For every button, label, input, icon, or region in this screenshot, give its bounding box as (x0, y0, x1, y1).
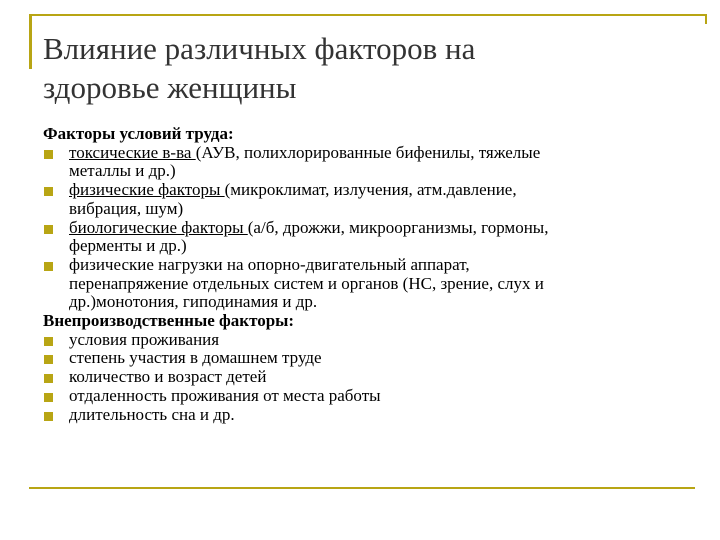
accent-rule-vertical (29, 14, 32, 69)
list-item (43, 256, 693, 312)
item-line: физические нагрузки на опорно-двигательный аппарат, (69, 254, 470, 274)
item-detail: (АУВ, полихлорированные бифенилы, тяжелые (195, 142, 541, 162)
square-bullet-icon (44, 374, 53, 383)
square-bullet-icon (44, 412, 53, 421)
title-line-2: здоровье женщины (43, 70, 297, 105)
item-detail: (микроклимат, излучения, атм.давление, (224, 180, 517, 200)
square-bullet-icon (44, 337, 53, 346)
item-term: токсические в-ва (69, 142, 196, 162)
accent-rule-top (29, 14, 707, 16)
square-bullet-icon (44, 187, 53, 196)
item-line: металлы и др.) (69, 161, 176, 181)
accent-rule-right-tick (705, 14, 707, 24)
square-bullet-icon (44, 262, 53, 271)
item-line (69, 181, 693, 200)
item-line: отдаленность проживания от места работы (69, 385, 381, 405)
square-bullet-icon (44, 225, 53, 234)
square-bullet-icon (44, 355, 53, 364)
item-detail: (а/б, дрожжи, микроорганизмы, гормоны, (247, 217, 549, 237)
item-line: вибрация, шум) (69, 198, 184, 218)
list-item (43, 331, 693, 350)
item-line: длительность сна и др. (69, 404, 235, 424)
list-item (43, 181, 693, 218)
item-term: биологические факторы (69, 217, 248, 237)
item-line (69, 219, 693, 238)
item-line: степень участия в домашнем труде (69, 348, 322, 368)
title-line-1: Влияние различных факторов на (43, 31, 476, 66)
slide-body (43, 125, 693, 424)
item-term: физические факторы (69, 180, 225, 200)
item-line (69, 144, 693, 163)
item-line: перенапряжение отдельных систем и органов (НС, зрение, слух и (69, 273, 544, 293)
list-item (43, 219, 693, 256)
list-item (43, 406, 693, 425)
item-line: условия проживания (69, 329, 220, 349)
square-bullet-icon (44, 393, 53, 402)
item-line: количество и возраст детей (69, 367, 267, 387)
slide-title (43, 29, 683, 107)
section-heading-work: Факторы условий труда: (43, 124, 234, 143)
list-item (43, 368, 693, 387)
list-item (43, 387, 693, 406)
item-line: др.)монотония, гиподинамия и др. (69, 292, 318, 312)
accent-rule-bottom (29, 487, 695, 489)
square-bullet-icon (44, 150, 53, 159)
list-item (43, 144, 693, 181)
list-item (43, 349, 693, 368)
section-heading-nonwork: Внепроизводственные факторы: (43, 311, 295, 331)
item-line: ферменты и др.) (69, 236, 187, 256)
